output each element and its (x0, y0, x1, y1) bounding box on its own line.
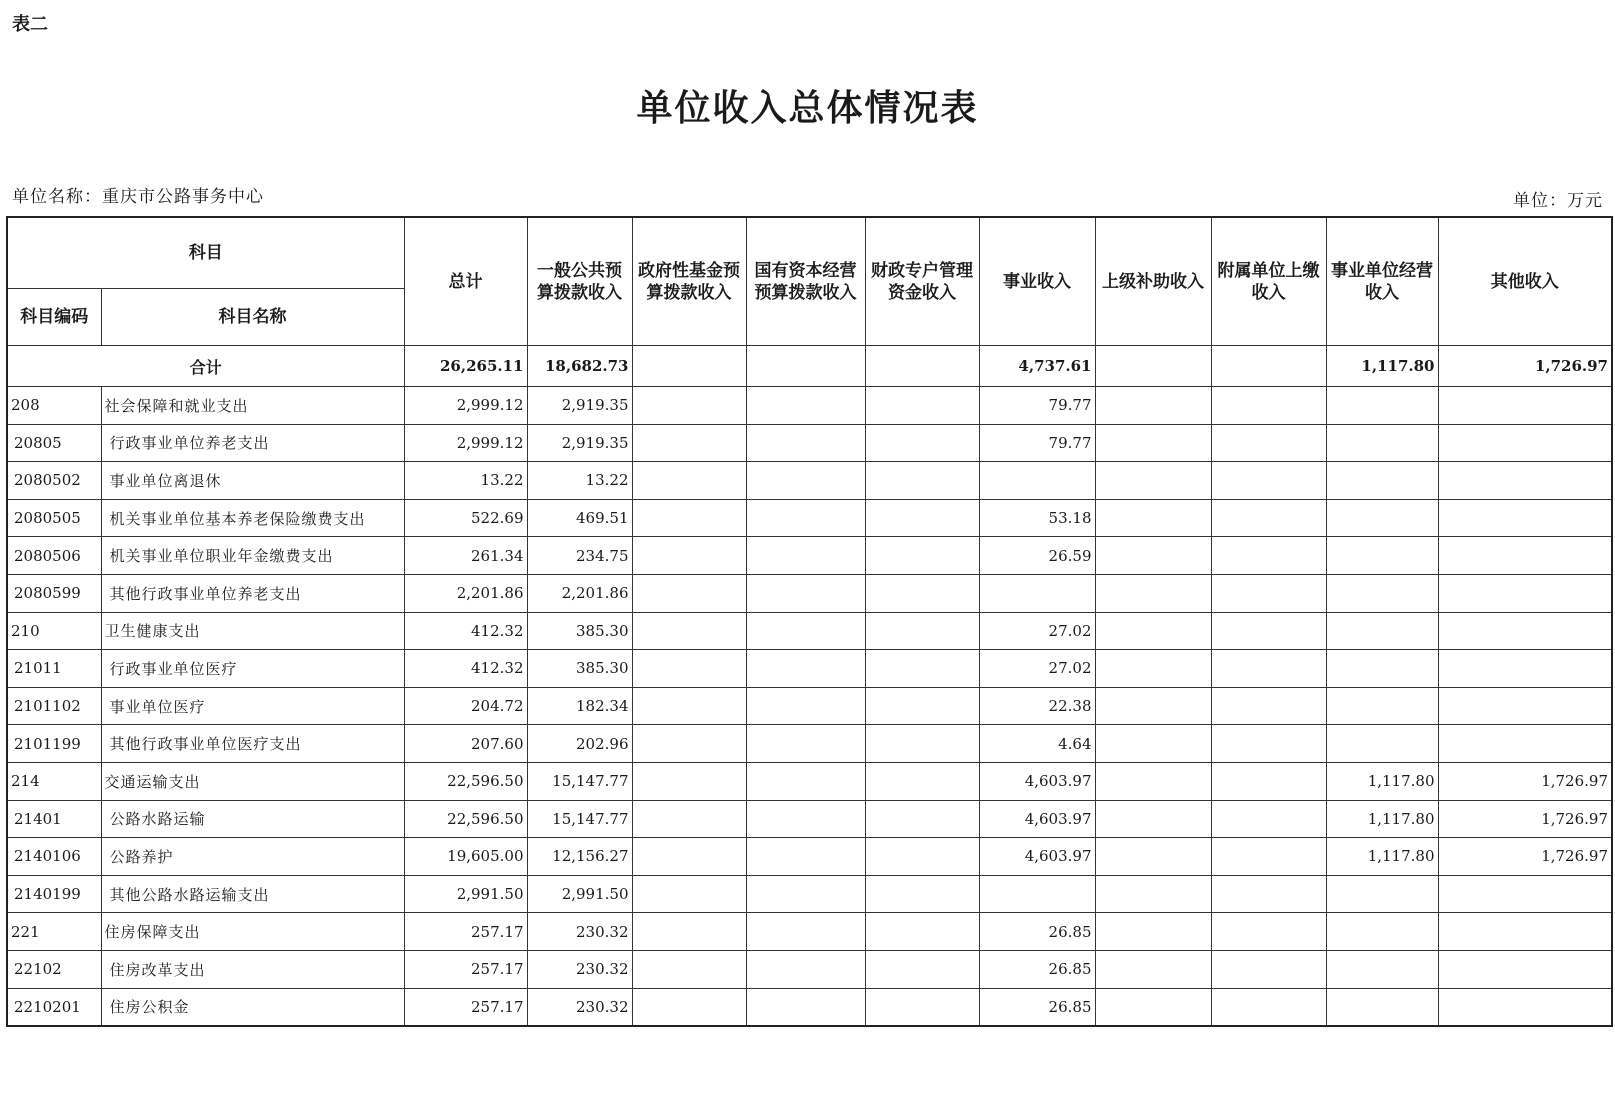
table-row (7, 499, 1612, 537)
row-name: 机关事业单位职业年金缴费支出 (101, 537, 404, 575)
row-name: 行政事业单位医疗 (101, 650, 404, 688)
row-cell-general-budget: 385.30 (527, 612, 632, 650)
row-cell-fiscal-special (865, 800, 979, 838)
header-gov-fund: 政府性基金预算拨款收入 (632, 217, 746, 346)
row-cell-general-budget: 15,147.77 (527, 800, 632, 838)
row-code: 221 (7, 913, 101, 951)
table-row (7, 387, 1612, 425)
row-cell-superior-subsidy (1095, 424, 1211, 462)
row-cell-business-income: 79.77 (979, 387, 1095, 425)
row-cell-business-income: 26.85 (979, 950, 1095, 988)
row-cell-fiscal-special (865, 725, 979, 763)
row-name: 事业单位医疗 (101, 687, 404, 725)
header-affiliated-remit: 附属单位上缴收入 (1211, 217, 1326, 346)
row-name: 行政事业单位养老支出 (101, 424, 404, 462)
table-row (7, 762, 1612, 800)
row-cell-superior-subsidy (1095, 725, 1211, 763)
row-code: 2210201 (7, 988, 101, 1026)
row-cell-other-income (1438, 537, 1612, 575)
row-cell-superior-subsidy (1095, 875, 1211, 913)
row-cell-fiscal-special (865, 387, 979, 425)
row-code: 20805 (7, 424, 101, 462)
row-cell-business-income: 4,603.97 (979, 762, 1095, 800)
row-cell-superior-subsidy (1095, 913, 1211, 951)
row-cell-business-income: 4.64 (979, 725, 1095, 763)
row-cell-other-income (1438, 424, 1612, 462)
row-cell-gov-fund (632, 838, 746, 876)
row-cell-fiscal-special (865, 574, 979, 612)
row-cell-other-income (1438, 462, 1612, 500)
total-cell-gov-fund (632, 346, 746, 387)
row-cell-total: 522.69 (404, 499, 527, 537)
row-cell-general-budget: 385.30 (527, 650, 632, 688)
row-cell-operating-income (1326, 725, 1438, 763)
row-cell-gov-fund (632, 424, 746, 462)
row-cell-total: 13.22 (404, 462, 527, 500)
row-cell-state-capital (746, 762, 865, 800)
row-cell-total: 207.60 (404, 725, 527, 763)
table-row (7, 988, 1612, 1026)
page-title: 单位收入总体情况表 (636, 87, 979, 129)
row-name: 住房改革支出 (101, 950, 404, 988)
row-cell-other-income (1438, 574, 1612, 612)
row-cell-business-income (979, 462, 1095, 500)
income-table (6, 216, 1613, 1027)
row-cell-superior-subsidy (1095, 762, 1211, 800)
row-cell-superior-subsidy (1095, 612, 1211, 650)
row-cell-total: 2,991.50 (404, 875, 527, 913)
row-cell-affiliated-remit (1211, 687, 1326, 725)
row-cell-fiscal-special (865, 612, 979, 650)
total-cell-fiscal-special (865, 346, 979, 387)
row-cell-fiscal-special (865, 424, 979, 462)
row-cell-general-budget: 234.75 (527, 537, 632, 575)
row-cell-gov-fund (632, 387, 746, 425)
row-cell-fiscal-special (865, 875, 979, 913)
header-name: 科目名称 (101, 289, 404, 346)
table-row (7, 913, 1612, 951)
row-cell-general-budget: 230.32 (527, 950, 632, 988)
row-cell-affiliated-remit (1211, 875, 1326, 913)
row-cell-operating-income (1326, 574, 1438, 612)
header-fiscal-special: 财政专户管理资金收入 (865, 217, 979, 346)
row-cell-general-budget: 2,919.35 (527, 387, 632, 425)
row-cell-state-capital (746, 687, 865, 725)
row-cell-other-income (1438, 988, 1612, 1026)
row-cell-state-capital (746, 725, 865, 763)
table-row (7, 687, 1612, 725)
table-row (7, 650, 1612, 688)
row-cell-business-income: 26.85 (979, 988, 1095, 1026)
row-cell-fiscal-special (865, 462, 979, 500)
table-body (7, 346, 1612, 1027)
row-cell-business-income: 53.18 (979, 499, 1095, 537)
row-cell-gov-fund (632, 988, 746, 1026)
row-name: 住房保障支出 (101, 913, 404, 951)
total-cell-other-income: 1,726.97 (1438, 346, 1612, 387)
row-cell-affiliated-remit (1211, 462, 1326, 500)
row-cell-gov-fund (632, 687, 746, 725)
row-cell-affiliated-remit (1211, 387, 1326, 425)
row-name: 交通运输支出 (101, 762, 404, 800)
row-cell-state-capital (746, 800, 865, 838)
row-cell-state-capital (746, 612, 865, 650)
row-cell-total: 2,999.12 (404, 387, 527, 425)
row-cell-fiscal-special (865, 838, 979, 876)
row-code: 2080599 (7, 574, 101, 612)
row-cell-state-capital (746, 574, 865, 612)
row-cell-gov-fund (632, 612, 746, 650)
row-cell-operating-income (1326, 537, 1438, 575)
row-cell-superior-subsidy (1095, 800, 1211, 838)
row-cell-affiliated-remit (1211, 950, 1326, 988)
row-code: 2080502 (7, 462, 101, 500)
row-cell-affiliated-remit (1211, 913, 1326, 951)
row-cell-operating-income (1326, 913, 1438, 951)
row-cell-state-capital (746, 950, 865, 988)
total-cell-operating-income: 1,117.80 (1326, 346, 1438, 387)
row-cell-affiliated-remit (1211, 424, 1326, 462)
row-cell-operating-income (1326, 650, 1438, 688)
row-code: 2140106 (7, 838, 101, 876)
total-cell-general-budget: 18,682.73 (527, 346, 632, 387)
row-cell-total: 412.32 (404, 650, 527, 688)
row-cell-operating-income (1326, 687, 1438, 725)
row-cell-state-capital (746, 462, 865, 500)
row-cell-operating-income: 1,117.80 (1326, 800, 1438, 838)
row-cell-fiscal-special (865, 537, 979, 575)
row-cell-state-capital (746, 838, 865, 876)
table-row (7, 574, 1612, 612)
row-cell-affiliated-remit (1211, 725, 1326, 763)
row-code: 2101102 (7, 687, 101, 725)
row-cell-gov-fund (632, 537, 746, 575)
row-cell-other-income (1438, 650, 1612, 688)
table-row (7, 537, 1612, 575)
row-cell-business-income: 22.38 (979, 687, 1095, 725)
row-cell-fiscal-special (865, 988, 979, 1026)
unit-name: 单位名称：重庆市公路事务中心 (12, 187, 264, 207)
total-label: 合计 (7, 346, 404, 387)
header-other-income: 其他收入 (1438, 217, 1612, 346)
row-cell-fiscal-special (865, 687, 979, 725)
row-cell-affiliated-remit (1211, 537, 1326, 575)
row-cell-operating-income (1326, 950, 1438, 988)
row-cell-affiliated-remit (1211, 574, 1326, 612)
row-cell-business-income: 4,603.97 (979, 838, 1095, 876)
row-name: 公路水路运输 (101, 800, 404, 838)
row-cell-gov-fund (632, 499, 746, 537)
row-cell-superior-subsidy (1095, 988, 1211, 1026)
row-cell-fiscal-special (865, 950, 979, 988)
row-cell-operating-income (1326, 612, 1438, 650)
table-row (7, 424, 1612, 462)
row-cell-state-capital (746, 650, 865, 688)
row-cell-other-income (1438, 687, 1612, 725)
row-code: 214 (7, 762, 101, 800)
row-name: 卫生健康支出 (101, 612, 404, 650)
table-row (7, 950, 1612, 988)
total-cell-business-income: 4,737.61 (979, 346, 1095, 387)
row-cell-gov-fund (632, 725, 746, 763)
row-cell-superior-subsidy (1095, 537, 1211, 575)
row-name: 机关事业单位基本养老保险缴费支出 (101, 499, 404, 537)
total-cell-state-capital (746, 346, 865, 387)
row-cell-superior-subsidy (1095, 387, 1211, 425)
row-name: 其他公路水路运输支出 (101, 875, 404, 913)
row-cell-general-budget: 2,201.86 (527, 574, 632, 612)
row-cell-total: 22,596.50 (404, 800, 527, 838)
row-cell-superior-subsidy (1095, 499, 1211, 537)
row-cell-general-budget: 15,147.77 (527, 762, 632, 800)
row-cell-gov-fund (632, 913, 746, 951)
row-cell-other-income (1438, 875, 1612, 913)
total-cell-total: 26,265.11 (404, 346, 527, 387)
row-name: 社会保障和就业支出 (101, 387, 404, 425)
row-cell-other-income (1438, 725, 1612, 763)
row-cell-gov-fund (632, 875, 746, 913)
row-cell-total: 257.17 (404, 950, 527, 988)
header-code: 科目编码 (7, 289, 101, 346)
row-cell-gov-fund (632, 762, 746, 800)
row-cell-total: 257.17 (404, 988, 527, 1026)
header-business-income: 事业收入 (979, 217, 1095, 346)
row-code: 21011 (7, 650, 101, 688)
row-cell-other-income: 1,726.97 (1438, 838, 1612, 876)
row-cell-general-budget: 230.32 (527, 913, 632, 951)
row-cell-other-income (1438, 913, 1612, 951)
row-cell-affiliated-remit (1211, 499, 1326, 537)
row-cell-operating-income (1326, 387, 1438, 425)
row-cell-fiscal-special (865, 499, 979, 537)
row-cell-state-capital (746, 499, 865, 537)
row-cell-superior-subsidy (1095, 687, 1211, 725)
row-cell-total: 412.32 (404, 612, 527, 650)
row-cell-other-income (1438, 387, 1612, 425)
row-code: 2080505 (7, 499, 101, 537)
row-name: 事业单位离退休 (101, 462, 404, 500)
total-cell-affiliated-remit (1211, 346, 1326, 387)
row-code: 208 (7, 387, 101, 425)
table-label: 表二 (12, 14, 48, 35)
row-cell-state-capital (746, 988, 865, 1026)
row-cell-other-income (1438, 499, 1612, 537)
row-cell-other-income: 1,726.97 (1438, 762, 1612, 800)
row-cell-total: 261.34 (404, 537, 527, 575)
row-cell-fiscal-special (865, 650, 979, 688)
row-cell-general-budget: 469.51 (527, 499, 632, 537)
header-general-budget: 一般公共预算拨款收入 (527, 217, 632, 346)
table-row (7, 725, 1612, 763)
row-cell-business-income: 4,603.97 (979, 800, 1095, 838)
total-row (7, 346, 1612, 387)
row-cell-general-budget: 2,991.50 (527, 875, 632, 913)
row-cell-affiliated-remit (1211, 988, 1326, 1026)
row-cell-operating-income (1326, 875, 1438, 913)
table-row (7, 800, 1612, 838)
table-row (7, 875, 1612, 913)
row-cell-operating-income: 1,117.80 (1326, 838, 1438, 876)
row-name: 其他行政事业单位医疗支出 (101, 725, 404, 763)
row-cell-gov-fund (632, 574, 746, 612)
row-cell-gov-fund (632, 800, 746, 838)
row-name: 其他行政事业单位养老支出 (101, 574, 404, 612)
row-cell-business-income (979, 875, 1095, 913)
row-cell-affiliated-remit (1211, 612, 1326, 650)
row-cell-superior-subsidy (1095, 462, 1211, 500)
row-cell-state-capital (746, 424, 865, 462)
row-cell-other-income (1438, 950, 1612, 988)
row-code: 2080506 (7, 537, 101, 575)
header-subject: 科目 (7, 217, 404, 289)
row-cell-business-income: 26.85 (979, 913, 1095, 951)
row-cell-total: 19,605.00 (404, 838, 527, 876)
row-cell-state-capital (746, 387, 865, 425)
row-code: 21401 (7, 800, 101, 838)
row-cell-general-budget: 12,156.27 (527, 838, 632, 876)
row-cell-superior-subsidy (1095, 950, 1211, 988)
row-cell-general-budget: 230.32 (527, 988, 632, 1026)
row-cell-operating-income (1326, 424, 1438, 462)
row-cell-gov-fund (632, 950, 746, 988)
row-cell-operating-income (1326, 499, 1438, 537)
row-cell-operating-income (1326, 988, 1438, 1026)
header-superior-subsidy: 上级补助收入 (1095, 217, 1211, 346)
header-state-capital: 国有资本经营预算拨款收入 (746, 217, 865, 346)
row-cell-general-budget: 2,919.35 (527, 424, 632, 462)
row-cell-operating-income: 1,117.80 (1326, 762, 1438, 800)
row-cell-operating-income (1326, 462, 1438, 500)
row-cell-superior-subsidy (1095, 838, 1211, 876)
row-code: 22102 (7, 950, 101, 988)
unit-label: 单位：万元 (1513, 191, 1603, 211)
row-code: 210 (7, 612, 101, 650)
table-row (7, 838, 1612, 876)
row-cell-business-income: 26.59 (979, 537, 1095, 575)
row-code: 2140199 (7, 875, 101, 913)
row-cell-general-budget: 182.34 (527, 687, 632, 725)
row-cell-total: 257.17 (404, 913, 527, 951)
row-cell-business-income: 27.02 (979, 612, 1095, 650)
row-cell-total: 2,201.86 (404, 574, 527, 612)
row-cell-other-income: 1,726.97 (1438, 800, 1612, 838)
row-cell-affiliated-remit (1211, 650, 1326, 688)
row-cell-superior-subsidy (1095, 574, 1211, 612)
row-cell-fiscal-special (865, 762, 979, 800)
table-row (7, 462, 1612, 500)
row-cell-affiliated-remit (1211, 838, 1326, 876)
row-cell-gov-fund (632, 462, 746, 500)
header-row-top (7, 217, 1612, 289)
table-row (7, 612, 1612, 650)
row-cell-gov-fund (632, 650, 746, 688)
row-cell-superior-subsidy (1095, 650, 1211, 688)
row-name: 住房公积金 (101, 988, 404, 1026)
row-cell-business-income: 79.77 (979, 424, 1095, 462)
row-cell-fiscal-special (865, 913, 979, 951)
row-cell-state-capital (746, 537, 865, 575)
row-name: 公路养护 (101, 838, 404, 876)
row-cell-general-budget: 13.22 (527, 462, 632, 500)
row-cell-other-income (1438, 612, 1612, 650)
row-cell-total: 22,596.50 (404, 762, 527, 800)
row-cell-business-income (979, 574, 1095, 612)
row-code: 2101199 (7, 725, 101, 763)
row-cell-affiliated-remit (1211, 762, 1326, 800)
row-cell-general-budget: 202.96 (527, 725, 632, 763)
row-cell-business-income: 27.02 (979, 650, 1095, 688)
row-cell-total: 204.72 (404, 687, 527, 725)
row-cell-affiliated-remit (1211, 800, 1326, 838)
header-operating-income: 事业单位经营收入 (1326, 217, 1438, 346)
row-cell-state-capital (746, 875, 865, 913)
total-cell-superior-subsidy (1095, 346, 1211, 387)
header-total: 总计 (404, 217, 527, 346)
row-cell-total: 2,999.12 (404, 424, 527, 462)
row-cell-state-capital (746, 913, 865, 951)
